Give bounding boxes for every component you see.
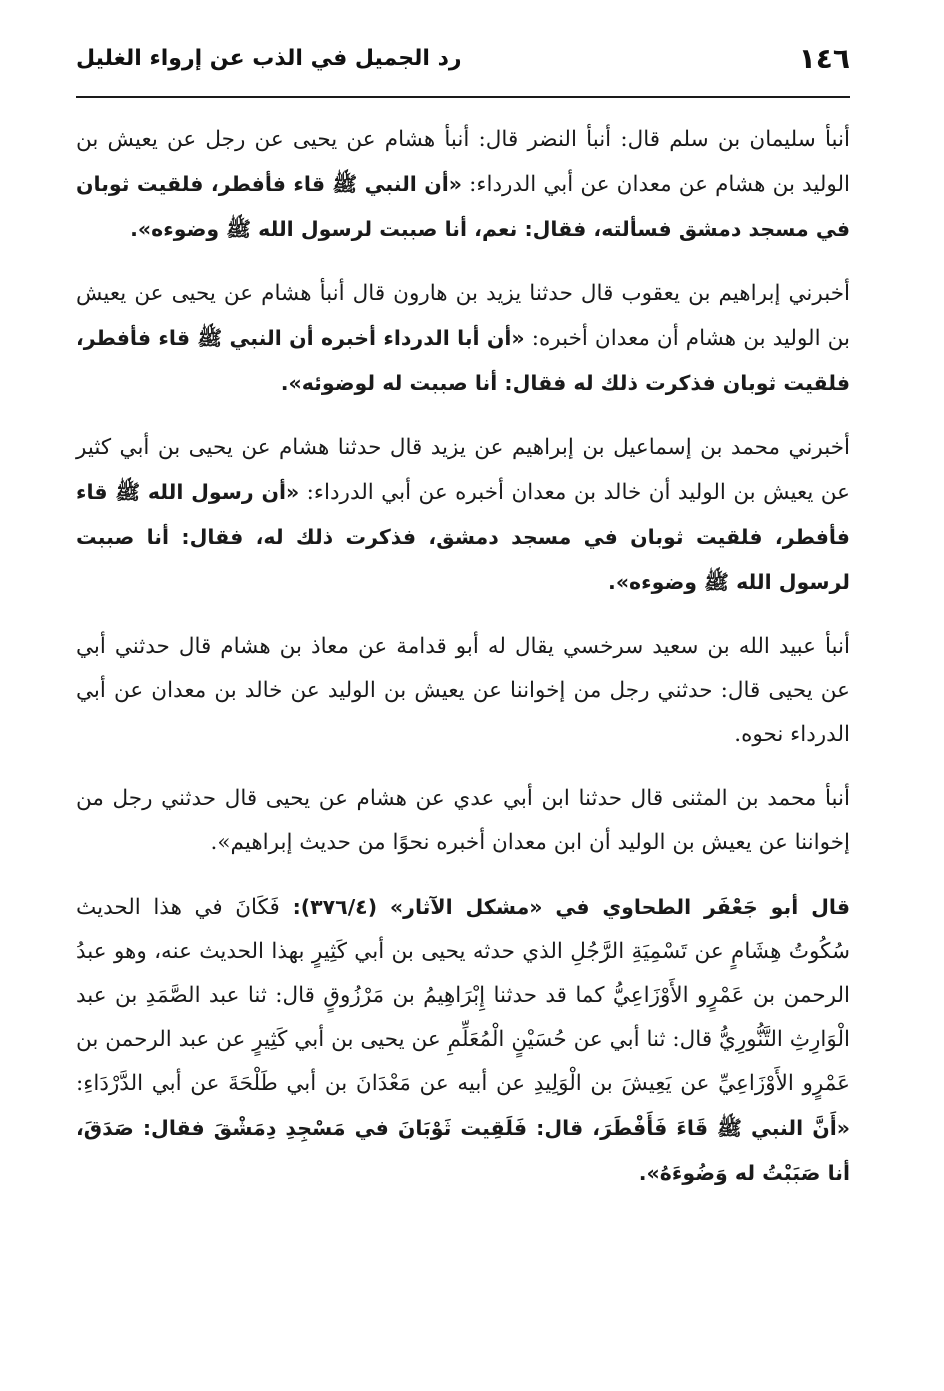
narration-chain: أنبأ محمد بن المثنى قال حدثنا ابن أبي عدي عن هشام عن يحيى قال حدثني رجل من إخواننا عن يعيش بن الوليد أن ابن معدان أخبره نحوًا من حديث إبراهيم». (76, 786, 850, 855)
citation-lead: قال أبو جَعْفَر الطحاوي في «مشكل الآثار» (٣٧٦/٤): (279, 895, 850, 919)
narration-chain: أنبأ سليمان بن سلم قال: أنبأ النضر قال: أنبأ هشام عن يحيى عن رجل عن يعيش بن الوليد بن هشام عن معدان عن أبي الدرداء: (76, 127, 851, 197)
hadith-paragraph-4 (76, 625, 850, 757)
header-divider (76, 96, 850, 98)
hadith-paragraph-3 (76, 426, 850, 605)
hadith-quote: «أَنَّ النبي ﷺ قَاءَ فَأَفْطَرَ، قال: فَلَقِيت ثَوْبَانَ في مَسْجِدِ دِمَشْقَ فقال: صَدَقَ، أنا صَبَبْتُ له وَضُوءَهُ». (76, 1116, 850, 1185)
narration-chain: أخبرني إبراهيم بن يعقوب قال حدثنا يزيد بن هارون قال أنبأ هشام عن يحيى عن يعيش بن الوليد بن هشام أن معدان أخبره: (76, 281, 850, 351)
page-number: ١٤٦ (798, 42, 850, 75)
narration-chain: فَكَانَ في هذا الحديث سُكُوتُ هِشَامٍ عن تَسْمِيَةِ الرَّجُلِ الذي حدثه يحيى بن أبي كَثِيرٍ بهذا الحديث عنه، وهو عبدُ الرحمن بن عَمْرٍو الأَوْزَاعِيُّ كما قد حدثنا إِبْرَاهِيمُ بن مَرْزُوقٍ قال: ثنا عبد الصَّمَدِ بن عبد الْوَارِثِ التَّنُّورِيُّ قال: ثنا أبي عن حُسَيْنٍ الْمُعَلِّمِ عن يحيى بن أبي كَثِيرٍ عن عبد الرحمن بن عَمْرٍو الأَوْزَاعِيِّ عن يَعِيشَ بن الْوَلِيدِ عن أبيه عن مَعْدَانَ بن أبي طَلْحَةَ عن أبي الدَّرْدَاءِ: (76, 895, 850, 1096)
hadith-quote: «أن النبي ﷺ قاء فأفطر، فلقيت ثوبان في مسجد دمشق فسألته، فقال: نعم، أنا صببت لرسول الله ﷺ وضوءه». (76, 172, 850, 241)
tahawi-paragraph (76, 885, 850, 1196)
page-body (76, 118, 850, 1216)
narration-chain: أنبأ عبيد الله بن سعيد سرخسي يقال له أبو قدامة عن معاذ بن هشام قال حدثني أبي عن يحيى قال: حدثني رجل من إخواننا عن يعيش بن الوليد عن خالد بن معدان عن أبي الدرداء نحوه. (76, 634, 850, 747)
narration-chain: أخبرني محمد بن إسماعيل بن إبراهيم عن يزيد قال حدثنا هشام عن يحيى بن أبي كثير عن يعيش بن الوليد أن خالد بن معدان أخبره عن أبي الدرداء: (76, 435, 850, 505)
page-header (76, 38, 850, 88)
hadith-quote: «أن رسول الله ﷺ قاء فأفطر، فلقيت ثوبان في مسجد دمشق، فذكرت ذلك له، فقال: أنا صببت لرسول الله ﷺ وضوءه». (76, 480, 850, 594)
hadith-paragraph-1 (76, 118, 850, 252)
hadith-paragraph-5 (76, 777, 850, 865)
running-title: رد الجميل في الذب عن إرواء الغليل (76, 46, 462, 71)
hadith-quote: «أن أبا الدرداء أخبره أن النبي ﷺ قاء فأفطر، فلقيت ثوبان فذكرت ذلك له فقال: أنا صببت له لوضوئه». (76, 326, 850, 395)
hadith-paragraph-2 (76, 272, 850, 406)
